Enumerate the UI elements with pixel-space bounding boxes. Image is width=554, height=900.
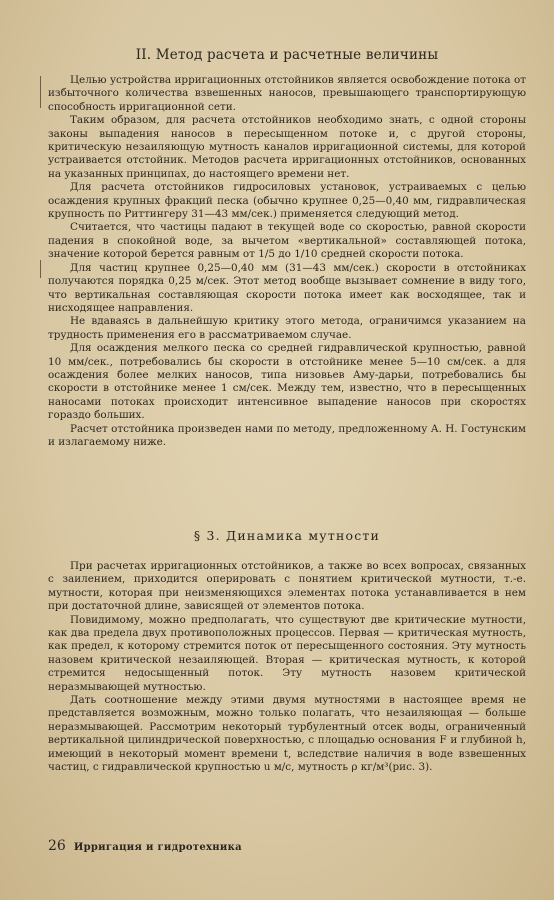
margin-mark	[40, 76, 41, 108]
paragraph: Расчет отстойника произведен нами по методу, предложенному А. Н. Гостунским и излагаемому ниже.	[48, 422, 526, 448]
paragraph: Считается, что частицы падают в текущей воде со скоростью, равной скорости падения в спокойной воде, за вычетом «вертикальной» составляющей потока, значение которой берется равным от 1/5 до 1/10 средней скорости потока.	[48, 221, 526, 261]
paragraph: Не вдаваясь в дальнейшую критику этого метода, ограничимся указанием на трудность применения его в рассматриваемом случае.	[48, 315, 526, 341]
text-block	[48, 560, 526, 775]
paragraph: Для расчета отстойников гидросиловых установок, устраиваемых с целью осаждения крупных фракций песка (обычно крупнее 0,25—0,40 мм, гидравлическая крупность по Риттингеру 31—43 мм/сек.) применяется следующий метод.	[48, 181, 526, 221]
journal-title: Ирригация и гидротехника	[73, 842, 242, 853]
paragraph: Для осаждения мелкого песка со средней гидравлической крупностью, равной 10 мм/сек., потребовались бы скорости в отстойнике менее 5—10 см/сек. а для осаждения более мелких наносов, типа низовьев Аму-дарьи, потребовались бы скорости в отстойнике менее 1 см/сек. Между тем, известно, что в пересыщенных наносами потоках происходит интенсивное выпадение наносов при скоростях гораздо больших.	[48, 342, 526, 422]
section-heading: II. Метод расчета и расчетные величины	[135, 47, 439, 63]
margin-mark	[40, 260, 41, 278]
text-block	[48, 74, 526, 449]
paragraph: Дать соотношение между этими двумя мутностями в настоящее время не представляется возможным, можно только полагать, что незаиляющая — больше неразмывающей. Рассмотрим некоторый турбулентный отсек воды, ограниченный вертикальной цилиндрической поверхностью, с площадью основания F и глубиной h, имеющий в некоторый момент времени t, вследствие наличия в воде взвешенных частиц, с гидравлической крупностью u м/с, мутность ρ кг/м³(рис. 3).	[48, 694, 526, 774]
paragraph: При расчетах ирригационных отстойников, а также во всех вопросах, связанных с заилением, приходится оперировать с понятием критической мутности, т.-е. мутности, которая при неизменяющихся элементах потока устанавливается в нем при достаточной длине, зависящей от элементов потока.	[48, 560, 526, 613]
page-number: 26	[48, 838, 66, 854]
section-heading: § 3. Динамика мутности	[193, 528, 381, 543]
paragraph: Целью устройства ирригационных отстойников является освобождение потока от избыточного количества взвешенных наносов, превышающего транспортирующую способность ирригационной сети.	[48, 74, 526, 113]
paragraph: Повидимому, можно предполагать, что существуют две критические мутности, как два предела двух противоположных процессов. Первая — критическая мутность, как предел, к которому стремится поток от пересыщенного состояния. Эту мутность назовем критической незаиляющей. Вторая — критическая мутность, к которой стремится недосыщенный поток. Эту мутность назовем критической неразмывающей мутностью.	[48, 613, 526, 693]
page-footer	[48, 838, 242, 854]
paragraph: Для частиц крупнее 0,25—0,40 мм (31—43 мм/сек.) скорости в отстойниках получаются порядка 0,25 м/сек. Этот метод вообще вызывает сомнение в виду того, что вертикальная составляющая скорости потока имеет как восходящее, так и нисходящее направления.	[48, 261, 526, 314]
paragraph: Таким образом, для расчета отстойников необходимо знать, с одной стороны законы выпадения наносов в пересыщенном потоке и, с другой стороны, критическую незаиляющую мутность каналов ирригационной системы, для которой устраивается отстойник. Методов расчета ирригационных отстойников, основанных на указанных принципах, до настоящего времени нет.	[48, 114, 526, 180]
